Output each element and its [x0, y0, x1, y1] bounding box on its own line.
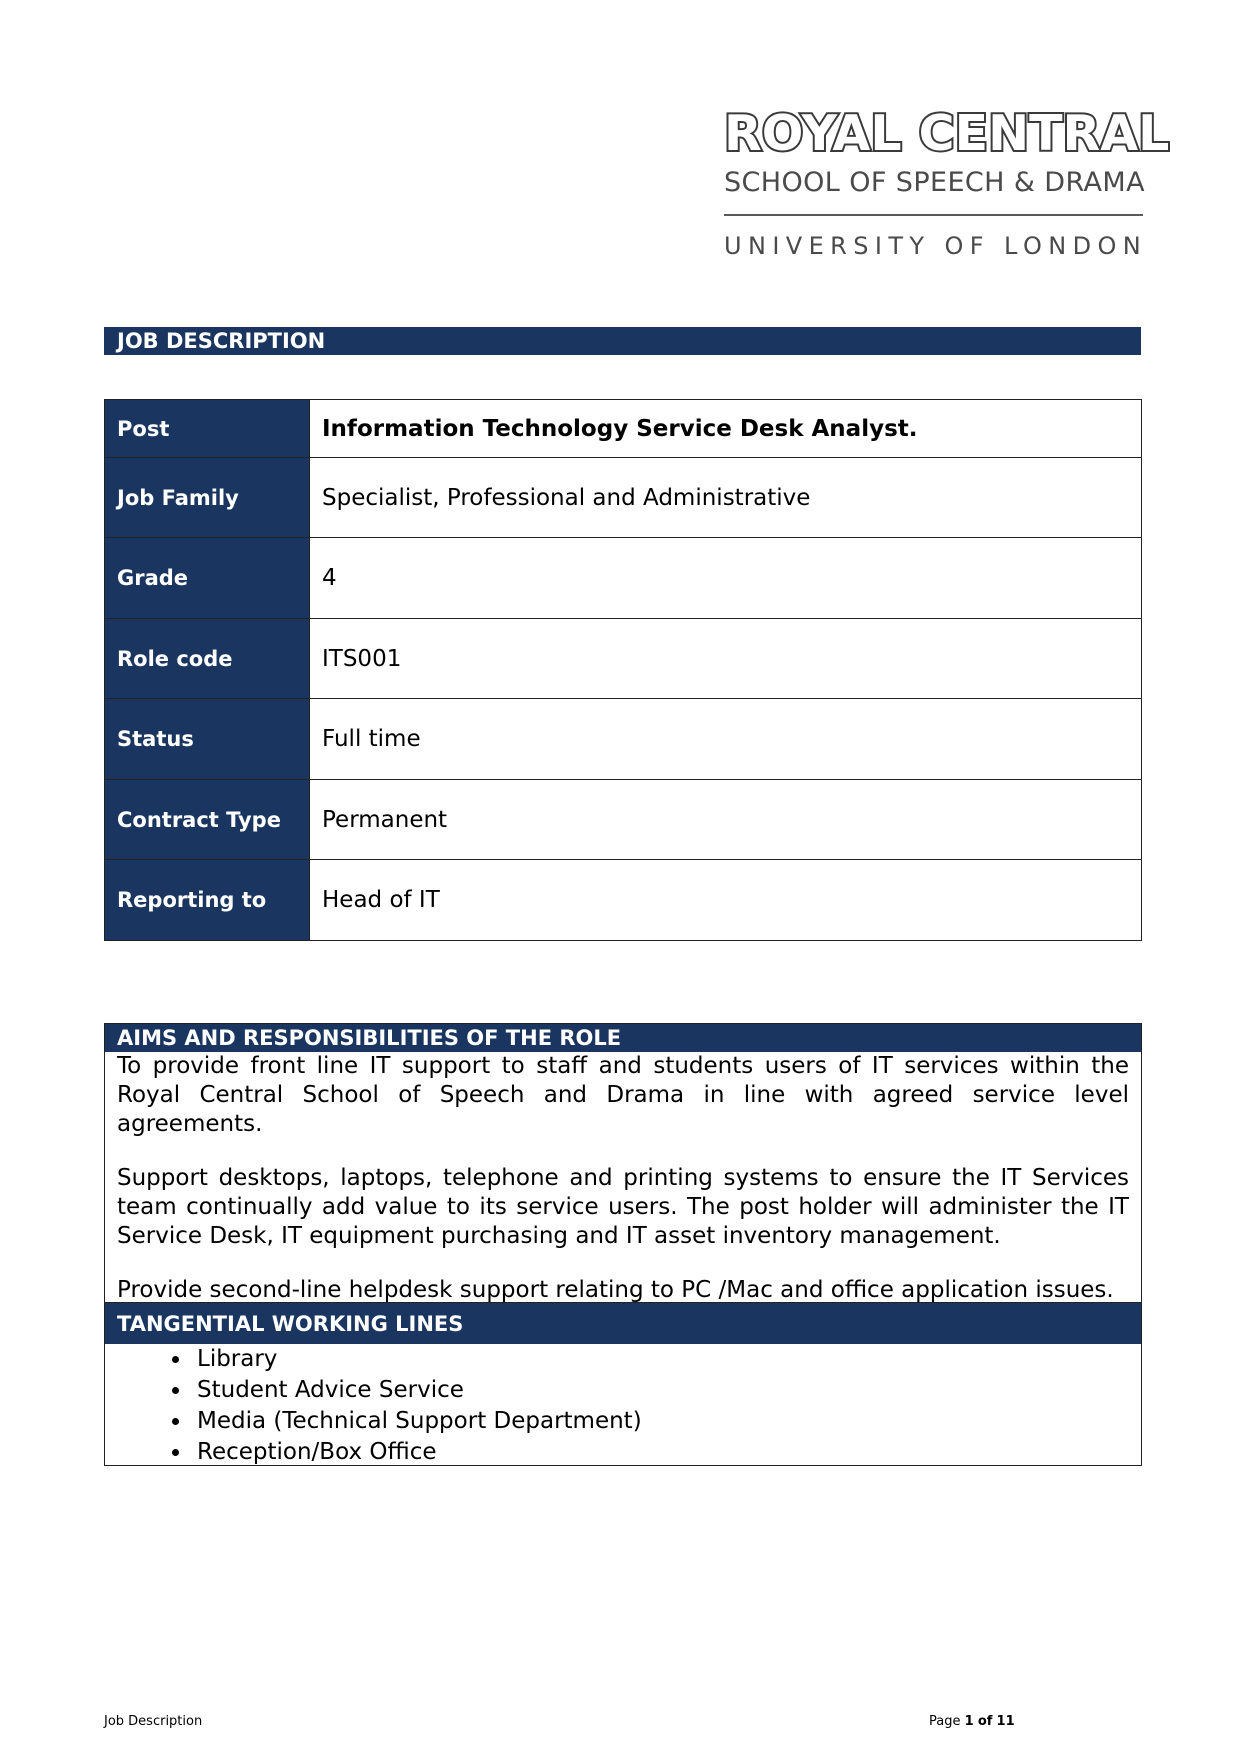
logo-divider [724, 214, 1143, 216]
aims-paragraph: Provide second-line helpdesk support relating to PC /Mac and office application issues. [117, 1277, 1114, 1303]
details-value: 4 [310, 538, 1142, 619]
footer-page-number [929, 1714, 1015, 1729]
job-description-heading: JOB DESCRIPTION [104, 327, 1141, 355]
details-label: Status [105, 699, 310, 780]
aims-paragraph: To provide front line IT support to staff and students users of IT services within the Royal Central School of Speech and Drama in line with agreed service level agreements. [117, 1053, 1129, 1137]
list-item: • Reception/Box Office [192, 1437, 1141, 1468]
details-value: Head of IT [310, 860, 1142, 941]
details-value: Specialist, Professional and Administrative [310, 458, 1142, 538]
footer-page-of: of [977, 1714, 993, 1729]
royal-central-logo [724, 105, 1170, 260]
logo-subtitle: SCHOOL OF SPEECH & DRAMA [724, 167, 1145, 198]
list-item: • Student Advice Service [192, 1375, 1141, 1406]
details-row-role-code [105, 619, 1142, 699]
details-label: Role code [105, 619, 310, 699]
job-details-table [104, 399, 1142, 941]
details-label: Job Family [105, 458, 310, 538]
details-row-job-family [105, 458, 1142, 538]
details-row-status [105, 699, 1142, 780]
working-lines-heading: TANGENTIAL WORKING LINES [105, 1303, 1141, 1344]
footer-document-name: Job Description [104, 1714, 203, 1729]
details-row-contract-type [105, 780, 1142, 860]
details-row-reporting-to [105, 860, 1142, 941]
details-value: Permanent [310, 780, 1142, 860]
logo-university: UNIVERSITY OF LONDON [724, 232, 1148, 260]
working-lines-list [105, 1344, 1141, 1468]
aims-heading: AIMS AND RESPONSIBILITIES OF THE ROLE [105, 1024, 1141, 1052]
details-row-post [105, 400, 1142, 458]
aims-body [105, 1052, 1141, 1305]
list-item: • Library [192, 1344, 1141, 1375]
details-label: Post [105, 400, 310, 458]
details-label: Contract Type [105, 780, 310, 860]
details-value: ITS001 [310, 619, 1142, 699]
details-label: Reporting to [105, 860, 310, 941]
details-value: Information Technology Service Desk Analyst. [310, 400, 1142, 458]
footer-page-current: 1 [964, 1714, 974, 1729]
working-lines-section [104, 1302, 1142, 1466]
details-value: Full time [310, 699, 1142, 780]
aims-paragraph: Support desktops, laptops, telephone and printing systems to ensure the IT Services team continually add value to its service users. The post holder will administer the IT Service Desk, IT equipment purchasing and IT asset inventory management. [117, 1165, 1129, 1249]
footer-page-total: 11 [996, 1714, 1015, 1729]
footer-page-word: Page [929, 1714, 961, 1729]
logo-title: ROYAL CENTRAL [724, 105, 1170, 162]
details-label: Grade [105, 538, 310, 619]
details-row-grade [105, 538, 1142, 619]
list-item: • Media (Technical Support Department) [192, 1406, 1141, 1437]
aims-section [104, 1023, 1142, 1303]
